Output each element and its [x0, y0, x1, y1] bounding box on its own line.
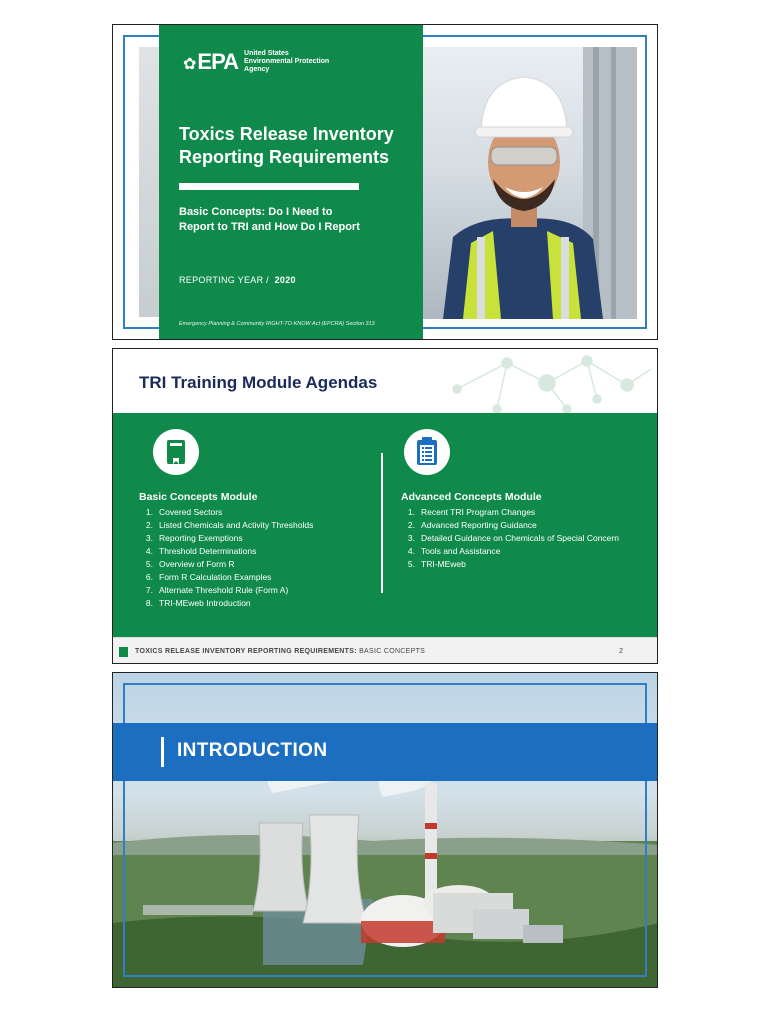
slide-footnote: Emergency Planning & Community RIGHT-TO-KNOW Act (EPCRA) Section 313 — [179, 321, 375, 327]
list-item: 7. Alternate Threshold Rule (Form A) — [145, 585, 289, 595]
page-number: 2 — [619, 648, 623, 655]
epa-logo — [183, 49, 329, 75]
list-item: 4. Threshold Determinations — [145, 546, 257, 556]
reporting-year: REPORTING YEAR / 2020 — [179, 275, 296, 285]
column-divider — [381, 453, 383, 593]
tri-book-icon — [119, 647, 128, 657]
epa-flower-icon: ✿ — [183, 56, 196, 73]
advanced-module-list — [401, 506, 621, 571]
list-item: 5. TRI-MEweb — [407, 559, 466, 569]
agency-name: United States Environmental Protection Agency — [244, 50, 330, 73]
basic-module-heading: Basic Concepts Module — [139, 491, 258, 503]
list-item: 2. Advanced Reporting Guidance — [407, 520, 537, 530]
slide-agendas — [112, 348, 658, 664]
presentation-title: Toxics Release Inventory Reporting Requirements — [179, 124, 394, 167]
slide-footer — [113, 637, 657, 664]
agenda-panel — [113, 413, 657, 637]
list-item: 1. Recent TRI Program Changes — [407, 507, 536, 517]
book-icon — [153, 429, 199, 475]
advanced-module-heading: Advanced Concepts Module — [401, 491, 542, 503]
basic-module-list — [139, 506, 369, 610]
section-title: INTRODUCTION — [177, 740, 328, 761]
presentation-subtitle: Basic Concepts: Do I Need to Report to TRI and How Do I Report — [179, 206, 360, 233]
slide-header — [113, 349, 657, 413]
footer-title: TOXICS RELEASE INVENTORY REPORTING REQUIREMENTS: — [135, 648, 357, 655]
slide-introduction — [112, 672, 658, 988]
title-panel — [159, 25, 423, 340]
section-title-band — [113, 723, 657, 781]
slide-title — [112, 24, 658, 340]
title-divider — [179, 183, 359, 190]
list-item: 6. Form R Calculation Examples — [145, 572, 272, 582]
list-item: 2. Listed Chemicals and Activity Thresholds — [145, 520, 314, 530]
network-decoration-icon — [437, 349, 657, 413]
footer-subtitle: BASIC CONCEPTS — [356, 648, 426, 655]
list-item: 3. Detailed Guidance on Chemicals of Special Concern — [407, 533, 619, 543]
slide-title: TRI Training Module Agendas — [139, 373, 378, 392]
list-item: 8. TRI-MEweb Introduction — [145, 598, 251, 608]
title-accent-bar — [161, 737, 164, 767]
logo-mark-text: EPA — [197, 49, 239, 74]
clipboard-icon — [404, 429, 450, 475]
list-item: 1. Covered Sectors — [145, 507, 223, 517]
list-item: 4. Tools and Assistance — [407, 546, 501, 556]
list-item: 5. Overview of Form R — [145, 559, 235, 569]
list-item: 3. Reporting Exemptions — [145, 533, 243, 543]
